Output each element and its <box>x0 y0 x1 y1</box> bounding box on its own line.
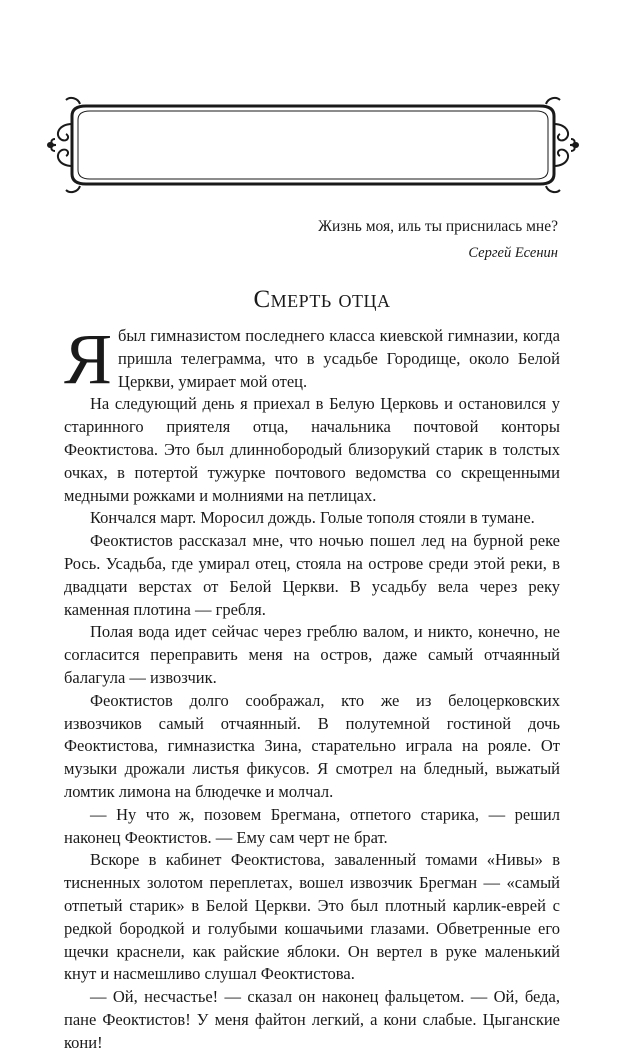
epigraph <box>218 214 558 266</box>
epigraph-line: Жизнь моя, иль ты приснилась мне? <box>318 218 558 235</box>
paragraph-7: — Ну что ж, позовем Брегмана, отпетого старика, — решил наконец Феоктистов. — Ему сам черт не брат. <box>64 804 560 847</box>
chapter-body <box>64 319 560 1055</box>
paragraph-3: Кончался март. Моросил дождь. Голые тополя стояли в тумане. <box>90 508 535 528</box>
ornamental-title-frame <box>46 94 580 196</box>
paragraph-1 <box>64 319 560 399</box>
drop-cap: Я <box>64 319 113 399</box>
paragraph-6: Феоктистов долго соображал, кто же из белоцерковских извозчиков самый отчаянный. В полутемной гостиной дочь Феоктистова, гимназистка Зина, старательно играла на рояле. От музыки дрожали листья фикусов. Я смотрел на бледный, выжатый ломтик лимона на блюдечке и молчал. <box>64 690 560 801</box>
paragraph-4: Феоктистов рассказал мне, что ночью пошел лед на бурной реке Рось. Усадьба, где умирал отец, стояла на острове среди этой реки, в двадцати верстах от Белой Церкви. В усадьбу вела через реку каменная плотина — гребля. <box>64 531 560 619</box>
chapter-title: Смерть отца <box>253 286 391 313</box>
paragraph-2: На следующий день я приехал в Белую Церковь и остановился у старинного приятеля отца, начальника почтовой конторы Феоктистова. Это был длиннобородый близорукий старик в толстых очках, в потертой тужурке почтового ведомства со скрещенными медными рожками и молниями на петлицах. <box>64 394 560 505</box>
paragraph-8: Вскоре в кабинет Феоктистова, заваленный томами «Нивы» в тисненных золотом переплетах, вошел извозчик Брегман — «самый отпетый старик» в Белой Церкви. Это был плотный карлик-еврей с редкой бородкой и голубыми кошачьими глазами. Обветренные его щечки краснели, как райские яблоки. Он вертел в руке маленький кнут и насмешливо слушал Феоктистова. <box>64 850 560 984</box>
paragraph-5: Полая вода идет сейчас через греблю валом, и никто, конечно, не согласится переправить меня на остров, даже самый отчаянный балагула — извозчик. <box>64 622 560 687</box>
paragraph-9: — Ой, несчастье! — сказал он наконец фальцетом. — Ой, беда, пане Феоктистов! У меня файтон легкий, а кони слабые. Цыганские кони! <box>64 987 560 1052</box>
paragraph-text: был гимназистом последнего класса киевской гимназии, когда пришла телеграмма, что в усадьбе Городище, около Белой Церкви, умирает мой отец. <box>118 326 560 391</box>
epigraph-author: Сергей Есенин <box>468 245 558 261</box>
